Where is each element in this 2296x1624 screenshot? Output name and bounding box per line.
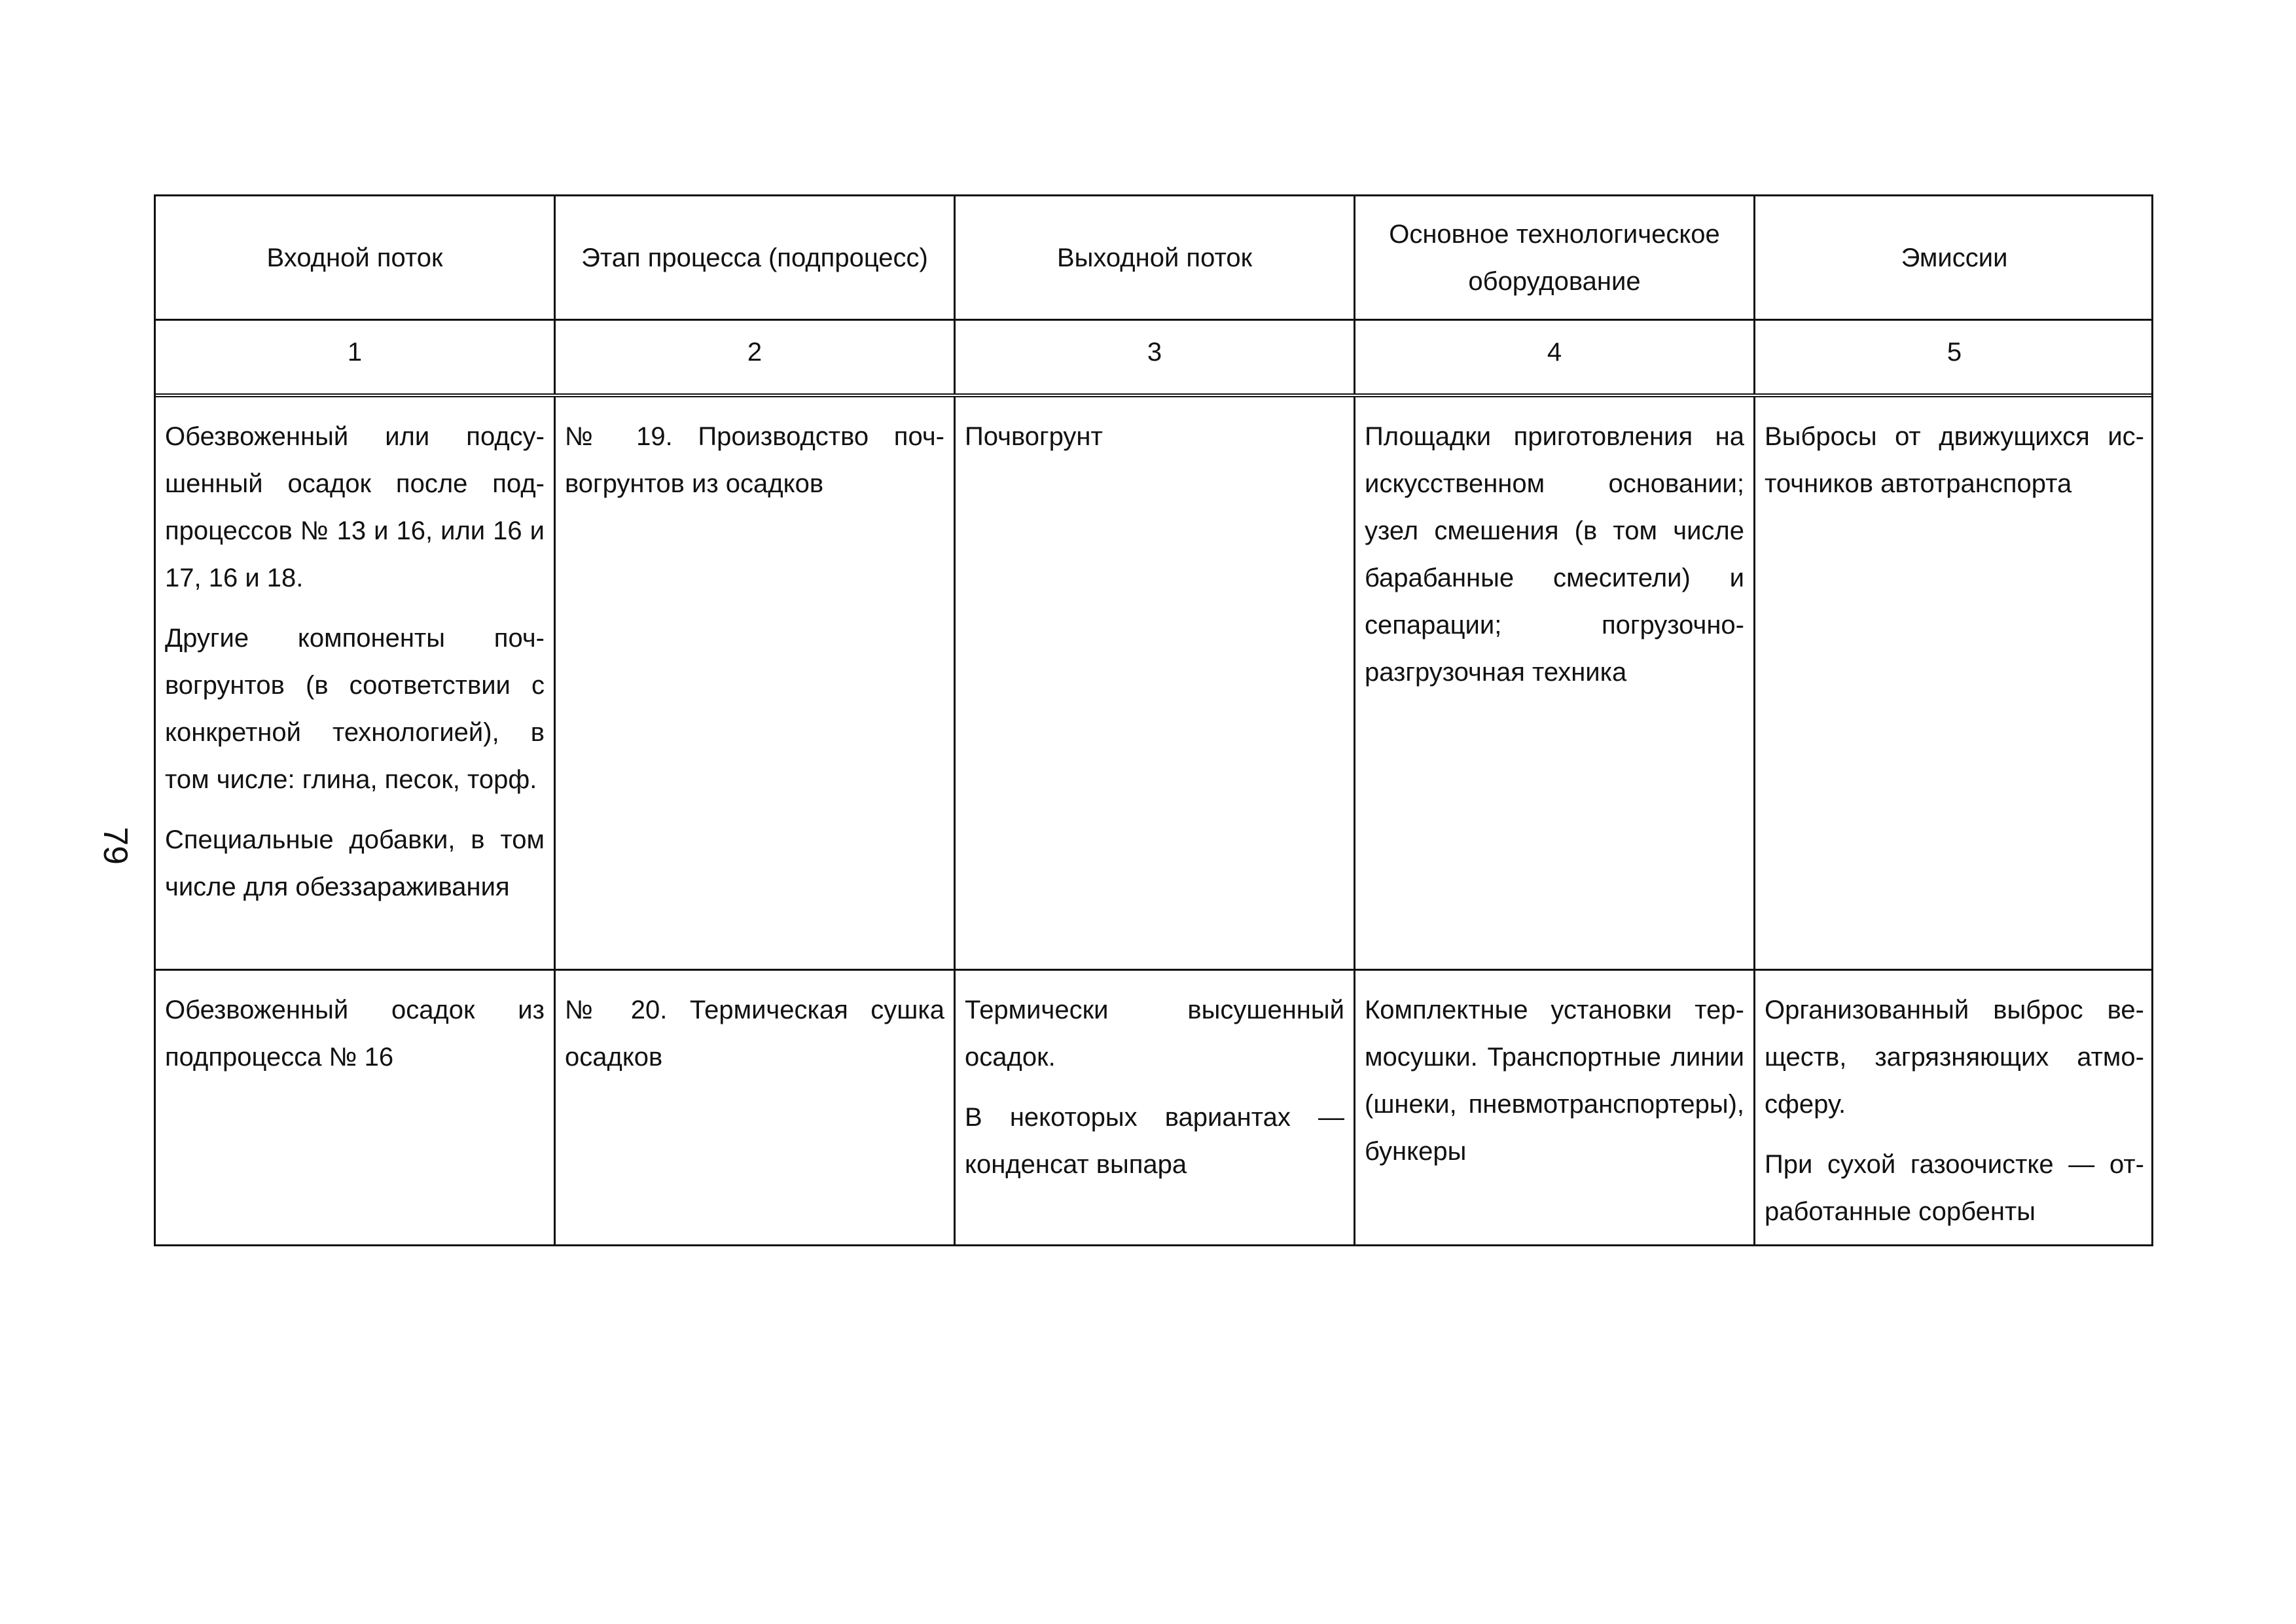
header-equipment: Основное технологическое оборудование xyxy=(1355,196,1755,319)
column-number: 4 xyxy=(1355,319,1755,393)
table-column-numbers-row xyxy=(156,319,2151,397)
page-number: 79 xyxy=(96,827,134,865)
cell-emissions xyxy=(1755,397,2153,969)
column-number: 1 xyxy=(156,319,556,393)
column-number: 2 xyxy=(556,319,956,393)
process-table xyxy=(154,194,2153,1246)
cell-paragraph: № 20. Термическая сушка осадков xyxy=(565,996,944,1072)
table-header-row xyxy=(156,196,2151,321)
cell-input-flow xyxy=(156,971,556,1246)
table-row xyxy=(156,971,2151,1246)
cell-paragraph: Термически высушенный осадок. xyxy=(965,996,1344,1072)
cell-process-stage xyxy=(556,397,956,969)
column-number: 5 xyxy=(1946,337,1962,367)
cell-paragraph: № 19. Производство почвогрунтов из осадков xyxy=(565,422,944,498)
cell-equipment xyxy=(1355,971,1755,1246)
header-process-stage: Этап процесса (подпроцесс) xyxy=(556,196,956,319)
cell-paragraph: Обезвоженный или подсушенный осадок после подпроцессов № 13 и 16, или 16 и 17, 16 и 18. xyxy=(165,422,545,592)
cell-emissions xyxy=(1755,971,2153,1246)
cell-paragraph: При сухой газоочистке — отработанные сорбенты xyxy=(1765,1150,2144,1226)
column-number: 3 xyxy=(956,319,1355,393)
cell-process-stage xyxy=(556,971,956,1246)
cell-paragraph: Почвогрунт xyxy=(965,422,1103,451)
cell-paragraph: Специальные добавки, в том числе для обеззараживания xyxy=(165,825,545,901)
cell-paragraph: Площадки приготовления на искусственном основании; узел смешения (в том числе барабанные смесители) и сепарации; погрузочно-разгрузочная техника xyxy=(1365,422,1744,687)
cell-paragraph: Организованный выброс веществ, загрязняющих атмосферу. xyxy=(1765,996,2144,1119)
cell-paragraph: Выбросы от движущихся источников автотранспорта xyxy=(1765,422,2144,498)
cell-paragraph: Комплектные установки термосушки. Транспортные линии (шнеки, пневмотранспортеры), бункеры xyxy=(1365,996,1744,1166)
cell-input-flow xyxy=(156,397,556,969)
cell-output-flow xyxy=(956,397,1355,969)
header-output-flow: Выходной поток xyxy=(956,196,1355,319)
table-row xyxy=(156,397,2151,971)
cell-paragraph: Обезвоженный осадок из подпроцесса № 16 xyxy=(165,996,545,1072)
header-input-flow: Входной поток xyxy=(156,196,556,319)
cell-output-flow xyxy=(956,971,1355,1246)
cell-paragraph: Другие компоненты почвогрунтов (в соответствии с конкретной технологией), в том числе: глина, песок, торф. xyxy=(165,624,545,794)
cell-equipment xyxy=(1355,397,1755,969)
header-emissions: Эмиссии xyxy=(1901,243,2008,272)
cell-paragraph: В некоторых вариантах — конденсат выпара xyxy=(965,1103,1344,1179)
